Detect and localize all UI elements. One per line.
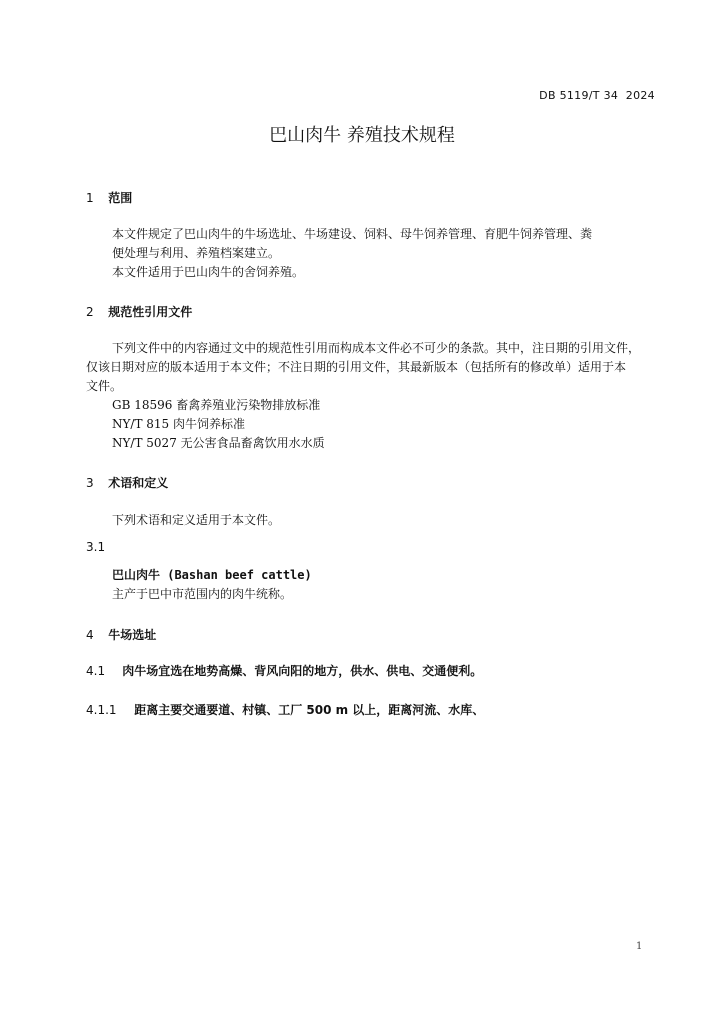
reference-item: NY/T 815 肉牛饲养标准 (112, 417, 246, 431)
section-heading-3 (86, 474, 168, 491)
term-number: 3.1 (86, 540, 106, 554)
term-definition: 主产于巴中市范围内的肉牛统称。 (112, 587, 293, 601)
paragraph: 便处理与利用、养殖档案建立。 (112, 246, 281, 260)
reference-item: NY/T 5027 无公害食品畜禽饮用水水质 (112, 436, 325, 450)
section-number: 4 (86, 628, 94, 642)
section-2-body (86, 339, 656, 453)
reference-item: GB 18596 畜禽养殖业污染物排放标准 (112, 398, 321, 412)
paragraph: 本文件适用于巴山肉牛的舍饲养殖。 (112, 265, 305, 279)
clause-text: 距离主要交通要道、村镇、工厂 500 m 以上，距离河流、水库、 (134, 703, 485, 717)
section-number: 3 (86, 476, 94, 490)
paragraph: 下列术语和定义适用于本文件。 (112, 513, 281, 527)
document-title: 巴山肉牛 养殖技术规程 (269, 125, 455, 146)
section-title: 术语和定义 (108, 476, 169, 490)
section-1-body (86, 225, 656, 282)
term-entry (86, 566, 656, 604)
clause-number: 4.1.1 (86, 703, 117, 717)
section-3-body (86, 511, 656, 530)
section-heading-2 (86, 303, 192, 320)
paragraph: 仅该日期对应的版本适用于本文件；不注日期的引用文件，其最新版本（包括所有的修改单）适用于本 (86, 360, 627, 374)
section-number: 2 (86, 305, 94, 319)
paragraph: 文件。 (86, 379, 123, 393)
clause-text: 肉牛场宜选在地势高燥、背风向阳的地方，供水、供电、交通便利。 (122, 664, 483, 678)
document-code: DB 5119/T 34 2024 (539, 89, 655, 102)
clause-4-1-1 (86, 701, 484, 718)
section-title: 范围 (108, 191, 133, 205)
section-title: 牛场选址 (108, 628, 157, 642)
clause-4-1 (86, 662, 482, 679)
paragraph: 下列文件中的内容通过文中的规范性引用而构成本文件必不可少的条款。其中，注日期的引用文件， (112, 341, 641, 355)
section-heading-1 (86, 189, 132, 206)
section-number: 1 (86, 191, 94, 205)
clause-number: 4.1 (86, 664, 106, 678)
section-heading-4 (86, 626, 156, 643)
page-number: 1 (636, 941, 643, 952)
section-title: 规范性引用文件 (108, 305, 193, 319)
paragraph: 本文件规定了巴山肉牛的牛场选址、牛场建设、饲料、母牛饲养管理、育肥牛饲养管理、粪 (112, 227, 593, 241)
term-name: 巴山肉牛 (Bashan beef cattle) (112, 568, 312, 582)
